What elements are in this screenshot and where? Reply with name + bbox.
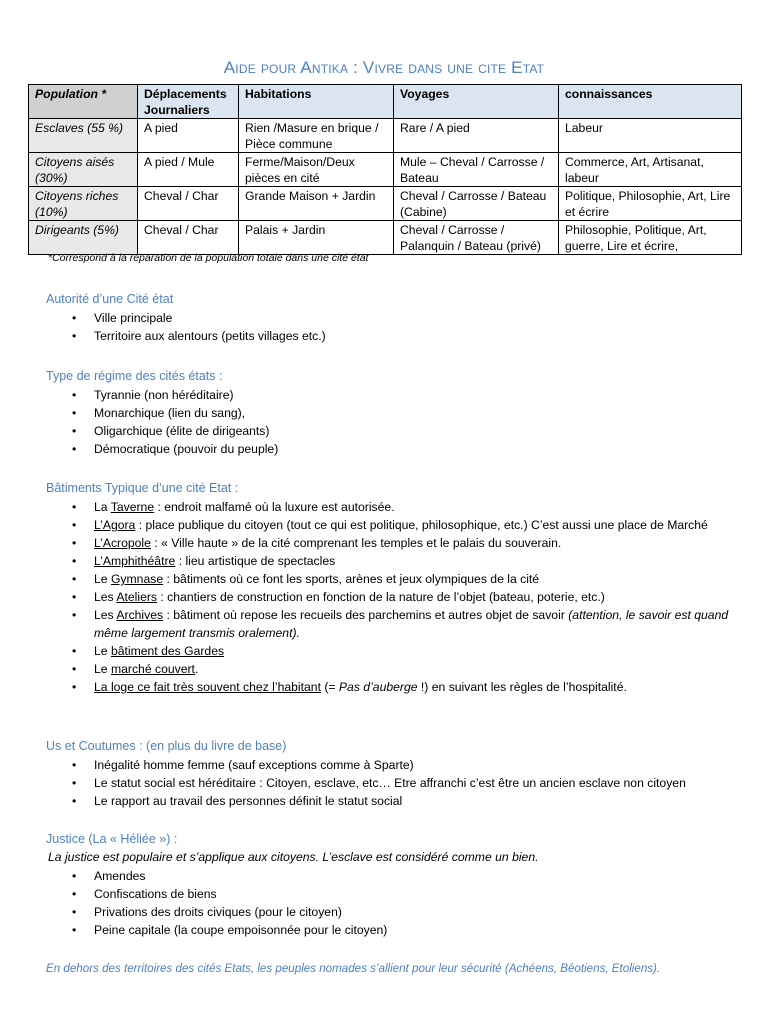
table-cell: A pied [138,119,239,153]
justice-intro: La justice est populaire et s’applique aux citoyens. L’esclave est considéré comme un bien. [48,850,539,864]
list-item-text: Tyrannie (non héréditaire) [94,388,234,402]
list-item [46,921,736,939]
item-description: . [194,662,199,676]
header-cell: Déplacements Journaliers [138,85,239,119]
header-cell: Population * [29,85,138,119]
table-cell: Dirigeants (5%) [29,221,138,255]
bullet-icon: • [72,406,77,420]
item-description: : bâtiments où ce font les sports, arènes et jeux olympiques de la cité [163,572,540,586]
list-item [46,885,736,903]
list-item-text: Monarchique (lien du sang), [94,406,246,420]
item-description: : bâtiment où repose les recueils des parchemins et autres objet de savoir [163,608,569,622]
list-item [46,570,736,588]
table-row [29,221,742,255]
item-prefix: La [94,500,111,514]
bullet-icon: • [72,608,77,622]
list-item-text: Peine capitale (la coupe empoisonnée pour le citoyen) [94,923,388,937]
item-note: Pas d’auberge [338,680,418,694]
building-name: L’Amphithéâtre [94,554,176,568]
bullet-list [46,309,736,345]
bullet-list [46,867,736,939]
table-cell: Cheval / Carrosse / Palanquin / Bateau (privé) [394,221,559,255]
section-autorite [46,290,736,345]
item-prefix: Les [94,590,117,604]
bullet-list [46,498,736,696]
list-item-text: Amendes [94,869,146,883]
list-item [46,309,736,327]
bullet-icon: • [72,644,77,658]
building-name: Gymnase [110,572,164,586]
list-item-text: Inégalité homme femme (sauf exceptions comme à Sparte) [94,758,414,772]
bullet-list [46,386,736,458]
item-prefix: Le [94,572,111,586]
item-description: : chantiers de construction en fonction de la nature de l’objet (bateau, poterie, etc.) [157,590,605,604]
bullet-icon: • [72,442,77,456]
item-description: !) en suivant les règles de l’hospitalité. [417,680,627,694]
building-name: La loge ce fait très souvent chez l’habitant [94,680,321,694]
bullet-icon: • [72,536,77,550]
section-justice [46,830,736,939]
list-item [46,386,736,404]
section-heading: Autorité d’une Cité état [46,292,174,306]
list-item [46,552,736,570]
list-item [46,440,736,458]
building-name: L’Agora [94,518,136,532]
list-item [46,327,736,345]
bullet-icon: • [72,329,77,343]
list-item-text: Démocratique (pouvoir du peuple) [94,442,279,456]
list-item [46,867,736,885]
bullet-icon: • [72,680,77,694]
item-description: : « Ville haute » de la cité comprenant les temples et le palais du souverain. [150,536,562,550]
bullet-icon: • [72,662,77,676]
section-heading: Justice (La « Héliée ») : [46,832,178,846]
list-item-text: Le rapport au travail des personnes définit le statut social [94,794,403,808]
list-item [46,792,736,810]
list-item [46,756,736,774]
list-item-text: Confiscations de biens [94,887,217,901]
list-item [46,642,736,660]
table-cell: Rien /Masure en brique / Pièce commune [239,119,394,153]
table-cell: Ferme/Maison/Deux pièces en cité [239,153,394,187]
table-cell: Citoyens riches (10%) [29,187,138,221]
bullet-icon: • [72,590,77,604]
section-batiments [46,479,736,696]
table-cell: Cheval / Char [138,187,239,221]
building-name: Archives [116,608,164,622]
bullet-icon: • [72,424,77,438]
table-cell: Commerce, Art, Artisanat, labeur [559,153,742,187]
building-name: marché couvert [110,662,195,676]
bullet-icon: • [72,518,77,532]
bullet-icon: • [72,776,77,790]
list-item [46,774,736,792]
section-heading: Bâtiments Typique d’une cité Etat : [46,481,239,495]
table-cell: Philosophie, Politique, Art, guerre, Lire et écrire, [559,221,742,255]
list-item-text: Ville principale [94,311,173,325]
page-title: Aide pour Antika : Vivre dans une cite Etat [223,58,545,77]
item-note: (attention, le savoir est quand même largement transmis oralement). [94,608,729,640]
bullet-icon: • [72,923,77,937]
list-item-text: Territoire aux alentours (petits villages etc.) [94,329,326,343]
item-description: : place publique du citoyen (tout ce qui est politique, philosophique, etc.) C’est aussi une place de Marché [135,518,708,532]
table-cell: Politique, Philosophie, Art, Lire et écrire [559,187,742,221]
section-coutumes [46,737,736,810]
header-cell: connaissances [559,85,742,119]
table-cell: Cheval / Carrosse / Bateau (Cabine) [394,187,559,221]
item-description: : lieu artistique de spectacles [175,554,336,568]
table-cell: Grande Maison + Jardin [239,187,394,221]
table-cell: Labeur [559,119,742,153]
bullet-icon: • [72,554,77,568]
table-cell: Cheval / Char [138,221,239,255]
bullet-icon: • [72,905,77,919]
header-cell: Voyages [394,85,559,119]
table-row [29,119,742,153]
list-item [46,588,736,606]
list-item [46,660,736,678]
list-item [46,678,736,696]
table-header-row [29,85,742,119]
list-item [46,516,736,534]
item-prefix: (= [320,680,339,694]
list-item [46,903,736,921]
item-prefix: Le [94,662,111,676]
item-description: : endroit malfamé où la luxure est autorisée. [154,500,395,514]
table-cell: A pied / Mule [138,153,239,187]
bullet-icon: • [72,794,77,808]
list-item [46,422,736,440]
list-item [46,606,736,642]
header-cell: Habitations [239,85,394,119]
table-cell: Citoyens aisés (30%) [29,153,138,187]
building-name: Ateliers [116,590,158,604]
bullet-icon: • [72,311,77,325]
bullet-icon: • [72,869,77,883]
building-name: bâtiment des Gardes [110,644,225,658]
table-footnote: *Correspond à la réparation de la population totale dans une cité état [48,252,369,264]
section-heading: Type de régime des cités états : [46,369,223,383]
section-regime [46,367,736,458]
section-heading: Us et Coutumes : (en plus du livre de base) [46,739,287,753]
building-name: L’Acropole [94,536,151,550]
closing-note: En dehors des territoires des cités Etats, les peuples nomades s’allient pour leur sécurité (Achéens, Béotiens, Etoliens). [46,962,661,975]
table-row [29,153,742,187]
list-item-text: Oligarchique (élite de dirigeants) [94,424,270,438]
table-cell: Rare / A pied [394,119,559,153]
list-item-text: Privations des droits civiques (pour le citoyen) [94,905,342,919]
bullet-icon: • [72,388,77,402]
bullet-icon: • [72,572,77,586]
bullet-icon: • [72,500,77,514]
table-cell: Esclaves (55 %) [29,119,138,153]
list-item [46,498,736,516]
bullet-list [46,756,736,810]
table-cell: Palais + Jardin [239,221,394,255]
bullet-icon: • [72,758,77,772]
item-prefix: Le [94,644,111,658]
list-item [46,404,736,422]
table-cell: Mule – Cheval / Carrosse / Bateau [394,153,559,187]
list-item [46,534,736,552]
list-item-text: Le statut social est héréditaire : Citoyen, esclave, etc… Etre affranchi c’est être un ancien esclave non citoyen [94,776,686,790]
building-name: Taverne [110,500,155,514]
item-prefix: Les [94,608,117,622]
bullet-icon: • [72,887,77,901]
table-row [29,187,742,221]
population-table [28,84,742,255]
